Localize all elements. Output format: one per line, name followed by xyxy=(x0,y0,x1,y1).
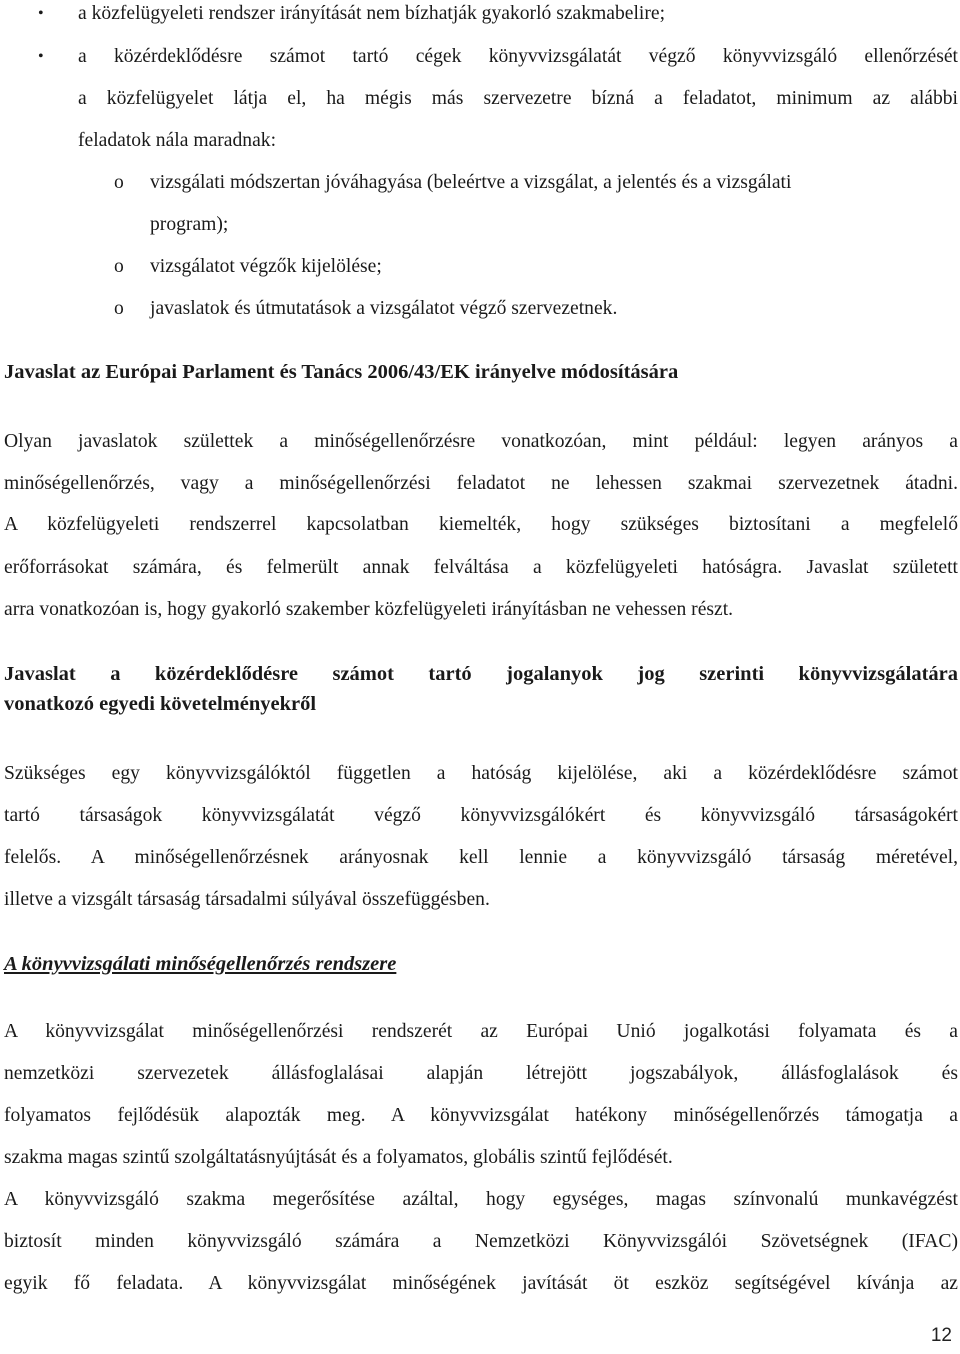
paragraph-line: erőforrásokat számára, és felmerült annak felváltása a közfelügyeleti hatóságra. Javaslat született xyxy=(4,557,958,578)
paragraph-line: felelős. A minőségellenőrzésnek arányosnak kell lennie a könyvvizsgáló társaság méretével, xyxy=(4,847,958,868)
paragraph-line: nemzetközi szervezetek állásfoglalásai alapján létrejött jogszabályok, állásfoglalások és xyxy=(4,1063,958,1084)
paragraph-line: illetve a vizsgált társaság társadalmi súlyával összefüggésben. xyxy=(4,889,490,910)
bullet-marker: • xyxy=(38,5,44,22)
bullet-item-line: a közérdeklődésre számot tartó cégek könyvvizsgálatát végző könyvvizsgáló ellenőrzését xyxy=(78,46,958,67)
paragraph-line: szakma magas szintű szolgáltatásnyújtását és a folyamatos, globális szintű fejlődését. xyxy=(4,1147,673,1168)
paragraph-line: folyamatos fejlődésük alapozták meg. A könyvvizsgálat hatékony minőségellenőrzés támogatja a xyxy=(4,1105,958,1126)
section-heading: A könyvvizsgálati minőségellenőrzés rendszere xyxy=(4,953,397,975)
bullet-item-line: feladatok nála maradnak: xyxy=(78,130,277,151)
sub-item-marker: o xyxy=(114,256,124,277)
bullet-item-line: a közfelügyeleti rendszer irányítását nem bízhatják gyakorló szakmabelire; xyxy=(78,3,666,24)
sub-item-marker: o xyxy=(114,172,124,193)
section-heading: vonatkozó egyedi követelményekről xyxy=(4,693,317,715)
paragraph-line: A közfelügyeleti rendszerrel kapcsolatban kiemelték, hogy szükséges biztosítani a megfelelő xyxy=(4,514,958,535)
sub-item-line: vizsgálati módszertan jóváhagyása (beleértve a vizsgálat, a jelentés és a vizsgálati xyxy=(150,172,792,193)
paragraph-line: tartó társaságok könyvvizsgálatát végző könyvvizsgálókért és könyvvizsgáló társaságokért xyxy=(4,805,958,826)
paragraph-line: Szükséges egy könyvvizsgálóktól független a hatóság kijelölése, aki a közérdeklődésre számot xyxy=(4,763,958,784)
section-heading: Javaslat az Európai Parlament és Tanács 2006/43/EK irányelve módosítására xyxy=(4,361,679,383)
paragraph-line: A könyvvizsgáló szakma megerősítése azáltal, hogy egységes, magas színvonalú munkavégzést xyxy=(4,1189,958,1210)
paragraph-line: A könyvvizsgálat minőségellenőrzési rendszerét az Európai Unió jogalkotási folyamata és a xyxy=(4,1021,958,1042)
sub-item-marker: o xyxy=(114,298,124,319)
paragraph-line: arra vonatkozóan is, hogy gyakorló szakember közfelügyeleti irányításban ne vehessen részt. xyxy=(4,599,734,620)
section-heading: Javaslat a közérdeklődésre számot tartó jogalanyok jog szerinti könyvvizsgálatára xyxy=(4,663,958,685)
paragraph-line: minőségellenőrzés, vagy a minőségellenőrzési feladatot ne lehessen szakmai szervezetnek átadni. xyxy=(4,473,958,494)
page-number: 12 xyxy=(930,1325,952,1346)
paragraph-line: biztosít minden könyvvizsgáló számára a Nemzetközi Könyvvizsgálói Szövetségnek (IFAC) xyxy=(4,1231,958,1252)
paragraph-line: Olyan javaslatok születtek a minőségellenőrzésre vonatkozóan, mint például: legyen arányos a xyxy=(4,431,958,452)
sub-item-line: vizsgálatot végzők kijelölése; xyxy=(150,256,382,277)
sub-item-line: program); xyxy=(150,214,229,235)
bullet-marker: • xyxy=(38,48,44,65)
bullet-item-line: a közfelügyelet látja el, ha mégis más szervezetre bízná a feladatot, minimum az alábbi xyxy=(78,88,958,109)
paragraph-line: egyik fő feladata. A könyvvizsgálat minőségének javítását öt eszköz segítségével kívánja az xyxy=(4,1273,958,1294)
sub-item-line: javaslatok és útmutatások a vizsgálatot végző szervezetnek. xyxy=(150,298,618,319)
